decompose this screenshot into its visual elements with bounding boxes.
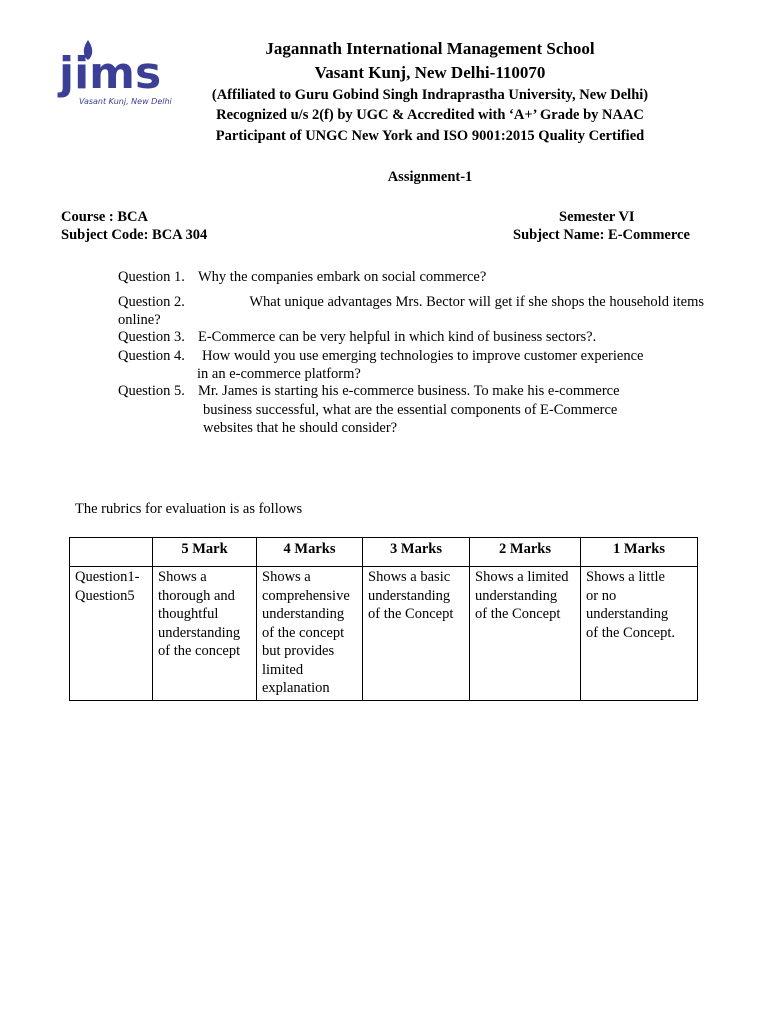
course-label: Course : BCA bbox=[61, 209, 148, 225]
logo-wordmark: jims bbox=[59, 48, 162, 99]
question-5-continued: websites that he should consider? bbox=[203, 420, 398, 436]
question-5 bbox=[118, 383, 620, 400]
semester-label: Semester VI bbox=[559, 209, 635, 225]
cell-line: of the Concept bbox=[475, 606, 561, 622]
certification-line: Participant of UNGC New York and ISO 9001:2015 Quality Certified bbox=[215, 128, 645, 144]
rubric-header-3: 3 Marks bbox=[363, 538, 470, 567]
question-number: Question 5. bbox=[118, 383, 185, 399]
question-1 bbox=[118, 269, 486, 286]
cell-line: but provides bbox=[262, 643, 335, 659]
row-label-line: Question5 bbox=[75, 587, 135, 604]
jims-logo bbox=[57, 38, 172, 112]
affiliation-line: (Affiliated to Guru Gobind Singh Indraprastha University, New Delhi) bbox=[211, 87, 649, 103]
question-line bbox=[118, 294, 704, 311]
institute-address: Vasant Kunj, New Delhi-110070 bbox=[314, 63, 546, 82]
cell-line: understanding bbox=[262, 606, 345, 622]
cell-line: comprehensive bbox=[262, 587, 350, 604]
question-4 bbox=[118, 348, 643, 365]
question-text: E-Commerce can be very helpful in which kind of business sectors?. bbox=[198, 329, 597, 345]
rubric-header-4: 4 Marks bbox=[257, 538, 363, 567]
question-number: Question 3. bbox=[118, 329, 185, 345]
rubric-header-row bbox=[70, 538, 698, 567]
cell-line: of the Concept bbox=[368, 606, 454, 622]
question-3 bbox=[118, 329, 596, 346]
cell-line: Shows a bbox=[262, 569, 311, 585]
cell-line: of the concept bbox=[158, 643, 241, 659]
logo-graphic bbox=[57, 38, 172, 112]
rubric-cell-4 bbox=[257, 567, 363, 701]
cell-line: thorough and bbox=[158, 587, 235, 604]
recognition-line: Recognized u/s 2(f) by UGC & Accredited with ‘A+’ Grade by NAAC bbox=[216, 107, 644, 123]
question-2 bbox=[118, 294, 704, 311]
cell-line: of the Concept. bbox=[586, 624, 675, 641]
rubric-intro: The rubrics for evaluation is as follows bbox=[75, 501, 303, 517]
question-text: Mr. James is starting his e-commerce business. To make his e-commerce bbox=[198, 383, 620, 399]
rubric-header-empty bbox=[70, 538, 153, 567]
question-5-continued: business successful, what are the essential components of E-Commerce bbox=[203, 402, 618, 418]
rubric-cell-5 bbox=[153, 567, 257, 701]
rubric-cell-1 bbox=[581, 567, 698, 701]
question-text: How would you use emerging technologies to improve customer experience bbox=[202, 348, 644, 364]
subject-name-label: Subject Name: E-Commerce bbox=[513, 227, 690, 243]
question-4-continued: in an e-commerce platform? bbox=[197, 366, 361, 382]
row-label-line: Question1- bbox=[75, 569, 140, 585]
cell-line: limited bbox=[262, 661, 304, 678]
cell-line: of the concept bbox=[262, 624, 345, 641]
cell-line: thoughtful bbox=[158, 606, 219, 622]
question-number: Question 2. bbox=[118, 294, 185, 310]
cell-line: understanding bbox=[368, 587, 451, 604]
question-number: Question 4. bbox=[118, 348, 185, 364]
cell-line: Shows a little bbox=[586, 569, 665, 585]
rubric-header-5: 5 Mark bbox=[153, 538, 257, 567]
cell-line: or no bbox=[586, 587, 617, 604]
rubric-cell-2 bbox=[470, 567, 581, 701]
cell-line: explanation bbox=[262, 680, 330, 696]
rubric-header-2: 2 Marks bbox=[470, 538, 581, 567]
cell-line: understanding bbox=[475, 587, 558, 604]
rubric-cell-3 bbox=[363, 567, 470, 701]
cell-line: Shows a limited bbox=[475, 569, 569, 585]
cell-line: Shows a bbox=[158, 569, 207, 585]
cell-line: understanding bbox=[586, 606, 669, 622]
logo-tagline: Vasant Kunj, New Delhi bbox=[79, 97, 172, 106]
question-number: Question 1. bbox=[118, 269, 185, 285]
institute-name: Jagannath International Management School bbox=[265, 39, 595, 58]
rubric-row bbox=[70, 567, 698, 701]
cell-line: understanding bbox=[158, 624, 241, 641]
question-text: What unique advantages Mrs. Bector will get if she shops the household items bbox=[249, 294, 704, 310]
rubric-header-1: 1 Marks bbox=[581, 538, 698, 567]
cell-line: Shows a basic bbox=[368, 569, 451, 585]
question-2-continued: online? bbox=[118, 312, 161, 328]
assignment-title: Assignment-1 bbox=[387, 169, 473, 185]
question-text: Why the companies embark on social commerce? bbox=[198, 269, 487, 285]
rubric-row-label bbox=[70, 567, 153, 701]
subject-code-label: Subject Code: BCA 304 bbox=[61, 227, 208, 243]
rubric-table bbox=[69, 537, 698, 701]
